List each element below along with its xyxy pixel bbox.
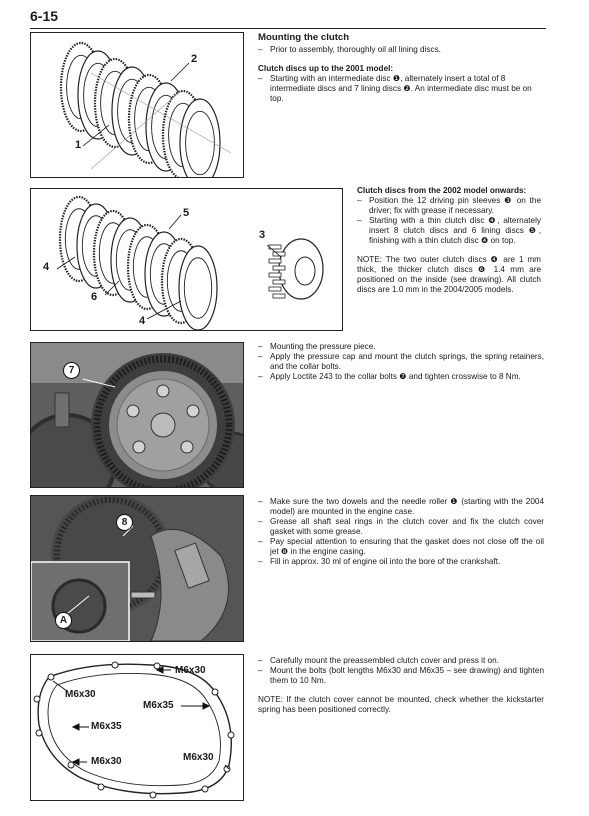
instruction-item: – Apply Loctite 243 to the collar bolts ❼ and tighten crosswise to 8 Nm. (258, 372, 544, 382)
instruction-item: – Mount the bolts (bolt lengths M6x30 and M6x35 – see drawing) and tighten them to 10 Nm. (258, 666, 544, 686)
figure-clutch-cover-bolts (30, 654, 244, 801)
section-clutch-cover (258, 656, 544, 715)
subheading-up-to-2001: Clutch discs up to the 2001 model: (258, 64, 394, 73)
callout-8: 8 (116, 514, 133, 531)
callout-4-left: 4 (43, 261, 50, 273)
instruction-item: – Grease all shaft seal rings in the clutch cover and fix the clutch cover gasket with some grease. (258, 517, 544, 537)
figure-clutch-discs-2002 (30, 188, 343, 331)
instruction-item: – Carefully mount the preassembled clutch cover and press it on. (258, 656, 544, 666)
bolt-label: M6x35 (143, 700, 174, 711)
section-pressure-piece (258, 342, 544, 382)
callout-7: 7 (63, 362, 80, 379)
header-rule (30, 28, 546, 29)
instruction-item: – Starting with a thin clutch disc ❹, alternately insert 8 clutch discs and 6 lining discs ❺, finishing with a thin clutch disc ❹ on top. (357, 216, 541, 246)
callout-1: 1 (75, 139, 82, 151)
instruction-item: – Fill in approx. 30 ml of engine oil into the bore of the crankshaft. (258, 557, 544, 567)
note-kickstarter: NOTE: If the clutch cover cannot be mounted, check whether the kickstarter spring has been positioned correctly. (258, 695, 544, 714)
photo-pressure-piece (30, 342, 244, 488)
subheading-from-2002: Clutch discs from the 2002 model onwards: (357, 186, 527, 195)
callout-5: 5 (183, 207, 190, 219)
page-number: 6-15 (30, 8, 59, 24)
callout-6: 6 (91, 291, 98, 303)
instruction-item: – Apply the pressure cap and mount the clutch springs, the spring retainers, and the collar bolts. (258, 352, 544, 372)
bolt-label: M6x30 (91, 756, 122, 767)
bolt-label: M6x30 (175, 665, 206, 676)
instruction-item: – Prior to assembly, thoroughly oil all lining discs. (258, 45, 544, 55)
callout-2: 2 (191, 53, 198, 65)
bolt-label: M6x30 (183, 752, 214, 763)
instruction-item: – Mounting the pressure piece. (258, 342, 544, 352)
bolt-label: M6x30 (65, 689, 96, 700)
instruction-item: – Make sure the two dowels and the needle roller ❶ (starting with the 2004 model) are mounted in the engine case. (258, 497, 544, 517)
instruction-item: – Pay special attention to ensuring that the gasket does not close off the oil jet ❽ in the engine casing. (258, 537, 544, 557)
figure-clutch-discs-2001 (30, 32, 244, 178)
section-title: Mounting the clutch (258, 32, 350, 43)
instruction-item: – Starting with an intermediate disc ❶, alternately insert a total of 8 intermediate discs and 7 lining discs ❷. An intermediate disc must be on top. (258, 74, 544, 104)
section-engine-case (258, 497, 544, 567)
section-discs-2002 (357, 186, 541, 295)
callout-A: A (55, 612, 72, 629)
section-mounting-clutch (258, 33, 544, 104)
callout-4-bottom: 4 (139, 315, 146, 327)
disc-stack-drawing (31, 33, 243, 177)
note-disc-thickness: NOTE: The two outer clutch discs ❹ are 1 mm thick, the thicker clutch discs ❻ 1.4 mm are positioned on the inside (see drawing). All clutch discs are 1.0 mm in the 2004/2005 models. (357, 255, 541, 294)
instruction-item: – Position the 12 driving pin sleeves ❸ on the driver; fix with grease if necessary. (357, 196, 541, 216)
photo-engine-case (30, 495, 244, 642)
callout-3: 3 (259, 229, 266, 241)
bolt-label: M6x35 (91, 721, 122, 732)
